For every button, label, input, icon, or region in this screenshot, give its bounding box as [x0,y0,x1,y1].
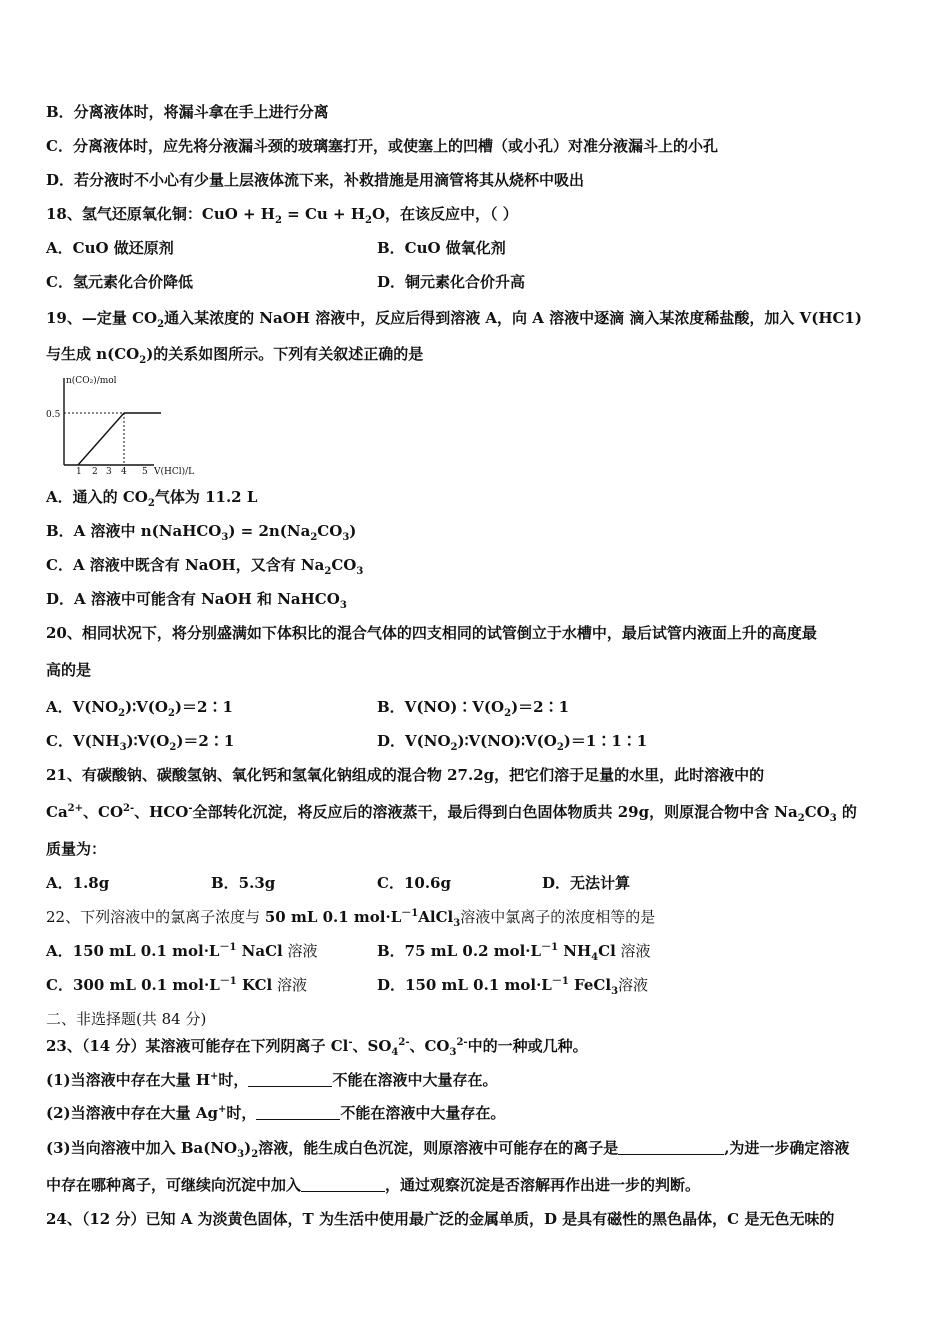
q22-stem: 22、下列溶液中的氯离子浓度与 50 mL 0.1 $mol\cdot L^{-1}AlCl_3$溶液中氯离子的浓度相等的是 [46,908,656,929]
section-2-heading: 二、非选择题(共 84 分) [46,1010,207,1028]
q21-stem-line1: 21、有碳酸钠、碳酸氢钠、氧化钙和氢氧化钠组成的混合物 27.2g，把它们溶于足量的水里，此时溶液中的 [46,766,765,784]
q19-option-c: C．A 溶液中既含有 NaOH，又含有 $Na_2CO_3$ [46,556,364,577]
graph-y-label: n(CO₂)/mol [66,376,117,386]
q23-part3-reagent-blank[interactable] [301,1177,385,1192]
q21-stem-line2: $Ca^{2+}$、$CO^{2-}$、HCO-全部转化沉淀，将反应后的溶液蒸干，最后得到白色固体物质共 29g，则原混合物中含 $Na_2CO_3$ 的 [46,803,857,824]
q21-stem-line3: 质量为： [46,840,107,858]
graph-x-tick-2: 2 [92,467,98,476]
q23-part-3-line1: (3)当向溶液中加入 $Ba(NO_3)_2$溶液，能生成白色沉淀，则原溶液中可能存在的离子是 ,为进一步确定溶液 [46,1139,850,1160]
q23-part-3-line2: 中存在哪种离子，可继续向沉淀中加入 ，通过观察沉淀是否溶解再作出进一步的判断。 [46,1176,701,1194]
q20-option-d: D．$V(NO_2)∶V(NO)∶V(O_2)=1∶1∶1$ [377,732,648,753]
graph-x-tick-1: 1 [76,467,82,476]
q21-option-c: C．10.6g [377,874,451,892]
graph-rising-segment [78,413,124,465]
q19-option-a: A．通入的 $CO_2$气体为 11.2 L [46,488,258,509]
q22-option-b: B．75 mL 0.2 $mol\cdot L^{-1}$ $NH_4Cl$ 溶液 [377,942,651,963]
q23-part2-answer-blank[interactable] [256,1105,340,1120]
q17-option-d: D．若分液时不小心有少量上层液体流下来，补救措施是用滴管将其从烧杯中吸出 [46,171,585,189]
q23-part1-answer-blank[interactable] [248,1072,332,1087]
q22-option-a: A．150 mL 0.1 $mol\cdot L^{-1}$ NaCl 溶液 [46,942,318,960]
q18-option-b: B．CuO 做氧化剂 [377,239,506,257]
q18-option-c: C．氢元素化合价降低 [46,273,193,291]
q17-option-c: C．分离液体时，应先将分液漏斗颈的玻璃塞打开，或使塞上的凹槽（或小孔）对准分液漏斗上的小孔 [46,137,718,155]
q21-option-a: A．1.8g [46,874,110,892]
graph-y-tick: 0.5 [46,410,61,420]
q19-stem-line2: 与生成 $n(CO_2)$的关系如图所示。下列有关叙述正确的是 [46,345,424,366]
q19-stem-line1: 19、—定量 $CO_2$通入某浓度的 NaOH 溶液中，反应后得到溶液 A，向 A 溶液中逐滴 滴入某浓度稀盐酸，加入 V(HC1) [46,309,862,330]
graph-x-tick-3: 3 [106,467,112,476]
q23-part-1: (1)当溶液中存在大量 H+时， 不能在溶液中大量存在。 [46,1071,498,1089]
q20-stem-line2: 高的是 [46,661,92,679]
q18-stem: 18、氢气还原氧化铜：CuO + $H_2 = Cu + H_2O$，在该反应中，（ ） [46,205,518,226]
graph-x-label: V(HCl)/L [154,467,195,476]
q18-option-a: A．CuO 做还原剂 [46,239,174,257]
q17-option-b: B．分离液体时，将漏斗拿在手上进行分离 [46,103,329,121]
q22-option-c: C．300 mL 0.1 $mol\cdot L^{-1}$ KCl 溶液 [46,976,308,994]
q24-stem: 24、（12 分）已知 A 为淡黄色固体，T 为生活中使用最广泛的金属单质，D 是具有磁性的黑色晶体，C 是无色无味的 [46,1210,835,1228]
q18-option-d: D．铜元素化合价升高 [377,273,526,291]
q20-stem-line1: 20、相同状况下，将分别盛满如下体积比的混合气体的四支相同的试管倒立于水槽中，最后试管内液面上升的高度最 [46,624,817,642]
q19-option-b: B．A 溶液中 n(NaHCO$_3$) = $2n(Na_2CO_3)$ [46,522,357,543]
q23-part-2: (2)当溶液中存在大量 Ag+时， 不能在溶液中大量存在。 [46,1104,506,1122]
q20-option-b: B．$V(NO)∶V(O_2)=2∶1$ [377,698,570,719]
q23-stem: 23、（14 分）某溶液可能存在下列阴离子 Cl-、$SO_4^{2-}$、$CO_3^{2-}$中的一种或几种。 [46,1037,588,1058]
q20-option-c: C．$V(NH_3)∶V(O_2)=2∶1$ [46,732,235,753]
q22-option-d: D．150 mL 0.1 $mol\cdot L^{-1}$ FeCl$_3$溶液 [377,976,649,997]
graph-x-tick-4: 4 [121,467,127,476]
q20-option-a: A．$V(NO_2)∶V(O_2)=2∶1$ [46,698,233,719]
q23-part3-ions-blank[interactable] [618,1140,724,1155]
q21-option-b: B．5.3g [211,874,276,892]
graph-x-tick-5: 5 [142,467,148,476]
q21-option-d: D．无法计算 [542,874,631,892]
co2-vs-hcl-graph [44,372,214,476]
q19-option-d: D．A 溶液中可能含有 NaOH 和 NaHCO$_3$ [46,590,347,611]
